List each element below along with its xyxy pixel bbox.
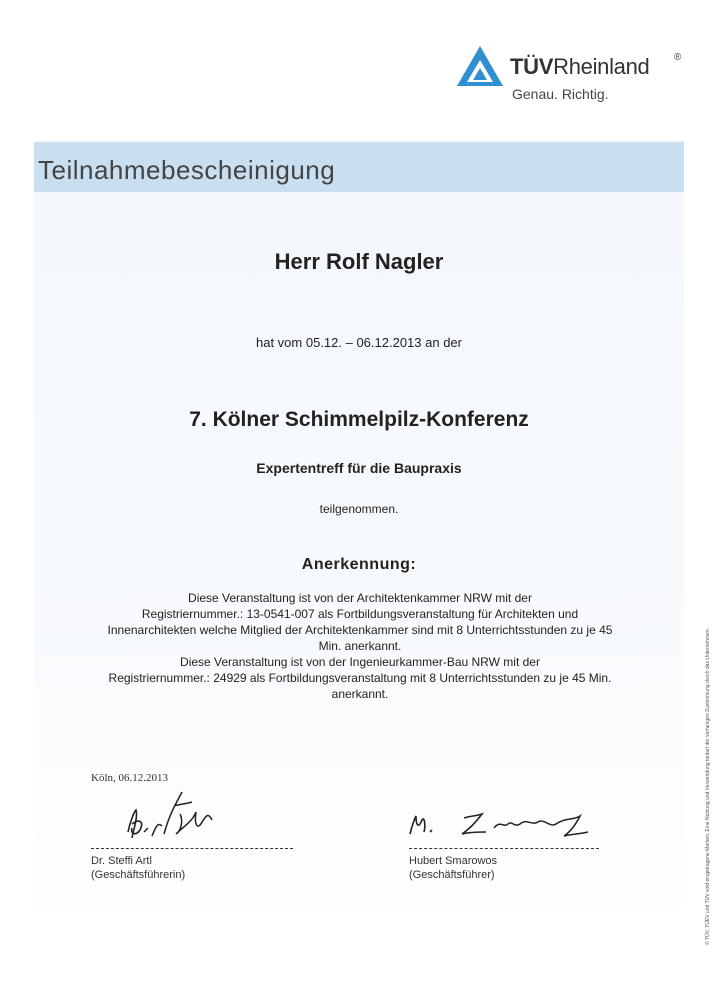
logo-brand-bold: TÜV xyxy=(510,54,554,79)
recognition-heading: Anerkennung: xyxy=(301,556,417,573)
recognition-line: Min. anerkannt. xyxy=(318,639,402,653)
left-signature-line xyxy=(91,848,293,849)
recognition-line: Innenarchitekten welche Mitglied der Architektenkammer sind mit 8 Unterrichtsstunden zu je 45 xyxy=(107,623,613,637)
recognition-line: Diese Veranstaltung ist von der Architektenkammer NRW mit der xyxy=(188,591,532,605)
recipient-name: Herr Rolf Nagler xyxy=(274,249,444,274)
triangle-logo-icon xyxy=(455,44,505,88)
right-signature-line xyxy=(409,848,599,849)
participated-text: teilgenommen. xyxy=(319,502,399,516)
event-title: 7. Kölner Schimmelpilz-Konferenz xyxy=(189,408,529,431)
document-title: Teilnahmebescheinigung xyxy=(38,155,336,185)
recognition-line: anerkannt. xyxy=(331,687,389,701)
right-signatory-role: (Geschäftsführer) xyxy=(409,869,495,881)
right-signatory-name: Hubert Smarowos xyxy=(409,855,498,867)
right-handwritten-signature xyxy=(404,806,594,846)
left-signatory-role: (Geschäftsführerin) xyxy=(91,869,186,881)
left-signatory-name: Dr. Steffi Artl xyxy=(91,855,152,867)
trademark-side-note: © TÜV, TÜEV und TUV sind eingetragene Marken. Eine Nutzung und Verwendung bedarf der vorherigen Zustimmung durch das Unternehmen. xyxy=(705,627,711,945)
logo-tagline: Genau. Richtig. xyxy=(512,86,609,102)
recognition-text xyxy=(60,590,660,702)
left-handwritten-signature xyxy=(122,782,222,844)
title-band xyxy=(34,142,684,192)
logo-registered-mark: ® xyxy=(674,52,682,63)
recognition-line: Registriernummer.: 13-0541-007 als Fortbildungsveranstaltung für Architekten und xyxy=(141,607,579,621)
event-dates: hat vom 05.12. – 06.12.2013 an der xyxy=(256,335,462,350)
tuv-rheinland-logo xyxy=(455,44,695,108)
recognition-line: Diese Veranstaltung ist von der Ingenieurkammer-Bau NRW mit der xyxy=(180,655,540,669)
logo-brand-regular: Rheinland xyxy=(553,54,650,79)
logo-brand xyxy=(510,54,650,80)
place-date: Köln, 06.12.2013 xyxy=(91,772,168,784)
recognition-line: Registriernummer.: 24929 als Fortbildungsveranstaltung mit 8 Unterrichtsstunden zu je 45 Min. xyxy=(108,671,612,685)
event-subtitle: Expertentreff für die Baupraxis xyxy=(256,460,462,476)
